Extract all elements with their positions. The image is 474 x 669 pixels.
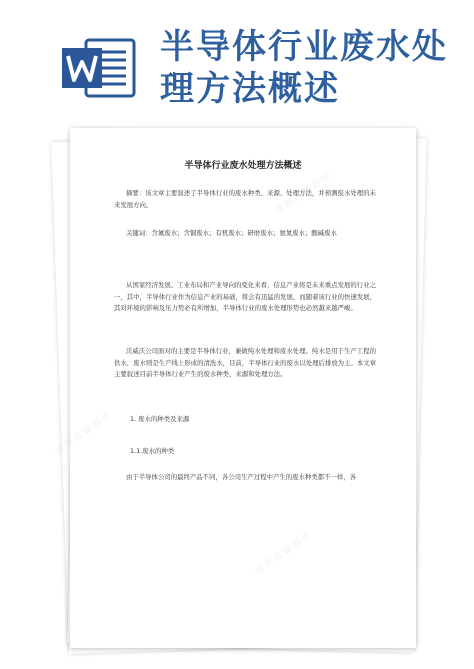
watermark: ▤ ▤ ▤ ▤ ▤ ▤ xyxy=(53,410,113,456)
watermark: ▤ ▤ ▤ ▤ ▤ ▤ xyxy=(273,170,333,216)
section-heading-1: 1. 废水的种类及来源 xyxy=(130,415,190,423)
intro-paragraph: 从国家经济发展、工业布局和产业导向的变化来看，信息产业将是未来重点发展的行业之一，其中，半导体行业作为信息产业的基础，将会有迅猛的发展，而随着该行业的快速发展，其对环境的影响及压力势必有所增加，半导体行业的废水处理形势也必然越来越严峻。 xyxy=(114,281,377,312)
banner-title xyxy=(160,26,460,110)
watermark: ▤ ▤ ▤ ▤ ▤ ▤ xyxy=(253,530,313,576)
section-heading-1-1: 1.1.废水的种类 xyxy=(130,447,175,455)
banner-title-line2: 理方法概述 xyxy=(160,69,340,109)
document-page xyxy=(53,128,416,648)
banner-title-line1: 半导体行业废水处 xyxy=(160,27,448,67)
banner xyxy=(0,0,474,120)
abstract-paragraph: 摘要：该文章主要叙述了半导体行业的废水种类、来源、处理方法，并预测废水处理的未来发展方向。 xyxy=(114,189,376,209)
company-paragraph: 沃威沃公司面对的主要是半导体行业，兼做纯水处理和废水处理。纯水是用于生产工程的供水，废水则是生产线上形成的清洗水，目前，半导体行业的废水以处理后排放为主。本文章主要叙述目前半导体行业产生的废水种类、来源和处理方法。 xyxy=(114,347,377,378)
keywords-paragraph: 关键词：含氟废水；含铜废水；有机废水；研磨废水；氨氮废水；酸碱废水 xyxy=(126,229,337,237)
word-document-icon xyxy=(60,36,138,100)
body-paragraph: 由于半导体公司的最终产品不同，各公司生产过程中产生的废水种类都不一样，各 xyxy=(126,473,357,481)
document-title: 半导体行业废水处理方法概述 xyxy=(184,161,302,171)
